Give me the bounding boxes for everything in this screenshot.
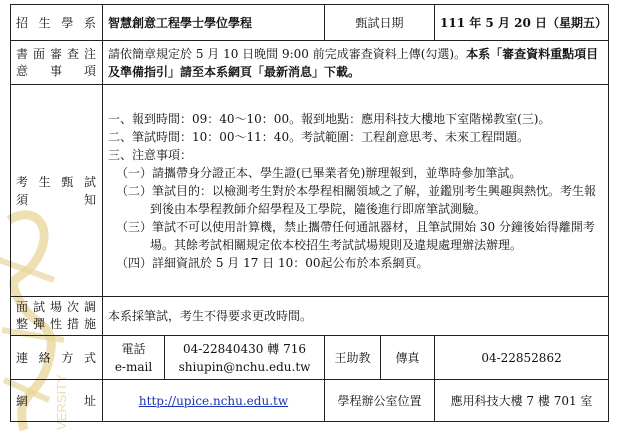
admission-info-table	[10, 4, 609, 422]
fax-label: 傳真	[381, 336, 435, 380]
contact-method-labels: 電話 e-mail	[103, 336, 165, 380]
department-label: 招 生 學 系	[11, 5, 103, 41]
notes-row	[11, 85, 609, 297]
svg-text:VERSITY: VERSITY	[54, 374, 69, 430]
website-label: 網 址	[11, 380, 103, 422]
website-link[interactable]: http://upice.nchu.edu.tw	[138, 393, 289, 408]
review-text: 請依簡章規定於 5 月 10 日晚間 9:00 前完成審查資料上傳(勾選)。本系「審查資料重點項目及準備指引」請至本系網頁「最新消息」下載。	[103, 41, 609, 85]
schedule-text: 本系採筆試，考生不得要求更改時間。	[103, 297, 609, 336]
phone-value: 04-22840430 轉 716	[183, 341, 306, 356]
note-item: 一、報到時間：09：40～10：00。報到地點：應用科技大樓地下室階梯教室(三)。	[108, 111, 551, 126]
review-label: 書面審查注 意 事 項	[11, 41, 103, 85]
exam-date-value: 111 年 5 月 20 日（星期五）	[435, 5, 609, 41]
website-cell	[103, 380, 325, 422]
contact-row	[11, 336, 609, 380]
office-location: 應用科技大樓 7 樓 701 室	[435, 380, 609, 422]
contact-person: 王助教	[325, 336, 381, 380]
note-item: 二、筆試時間：10：00～11：40。考試範圍：工程創意思考、未來工程問題。	[108, 129, 530, 144]
notes-content	[103, 85, 609, 297]
contact-values	[165, 336, 325, 380]
notes-label: 考 生 甄 試 須 知	[11, 85, 103, 297]
note-subitem: （二）筆試目的：以檢測考生對於本學程相關領域之了解，並鑑別考生興趣與熱忱。考生報到後由本學程教師介紹學程及工學院，隨後進行即席筆試測驗。	[116, 183, 597, 216]
exam-date-label: 甄試日期	[325, 5, 435, 41]
contact-label: 連絡方式	[11, 336, 103, 380]
fax-value: 04-22852862	[435, 336, 609, 380]
website-row	[11, 380, 609, 422]
schedule-row	[11, 297, 609, 336]
schedule-label: 面試場次調 整彈性措施	[11, 297, 103, 336]
note-item: 三、注意事項：	[108, 147, 193, 162]
note-subitem: （三）筆試不可以使用計算機，禁止攜帶任何通訊器材，且筆試開始 30 分鐘後始得離開考場。其餘考試相關規定依本校招生考試試場規則及違規處理辦法辦理。	[116, 219, 595, 252]
office-label: 學程辦公室位置	[325, 380, 435, 422]
review-row	[11, 41, 609, 85]
header-row	[11, 5, 609, 41]
email-value[interactable]: shiupin@nchu.edu.tw	[178, 359, 311, 374]
note-subitem: （一）請攜帶身分證正本、學生證(已畢業者免)辦理報到，並準時參加筆試。	[116, 165, 522, 180]
program-name: 智慧創意工程學士學位學程	[103, 5, 325, 41]
note-subitem: （四）詳細資訊於 5 月 17 日 10：00起公布於本系網頁。	[116, 255, 429, 270]
